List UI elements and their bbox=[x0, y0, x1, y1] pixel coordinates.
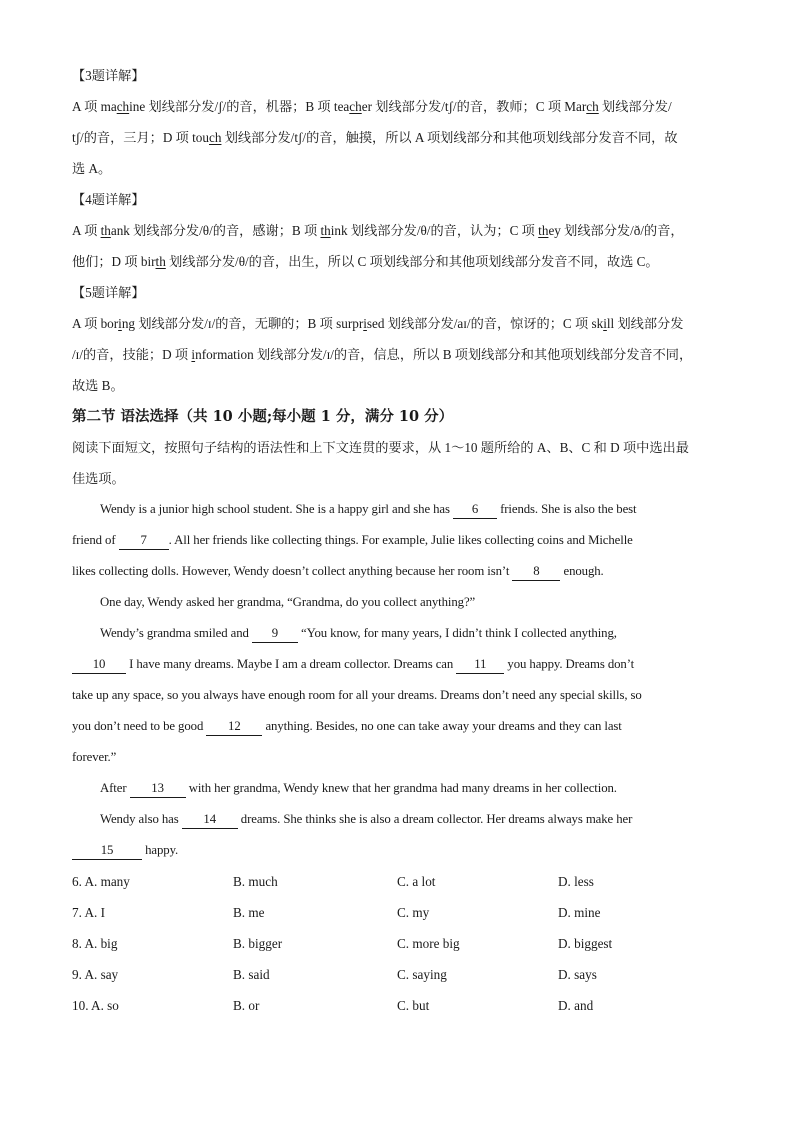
underlined-letters: ch bbox=[209, 130, 222, 145]
option-b: B. bigger bbox=[233, 936, 283, 951]
option-a: 7. A. I bbox=[72, 905, 105, 920]
option-d: D. mine bbox=[558, 905, 601, 920]
explanation-4-line-2: 他们；D 项 birth 划线部分发/θ/的音，出生，所以 C 项划线部分和其他项划线部分发音不同，故选 C。 bbox=[72, 254, 659, 269]
underlined-letters: th bbox=[155, 254, 166, 269]
underlined-letters: th bbox=[320, 223, 331, 238]
explanation-5-line-1: A 项 boring 划线部分发/ɪ/的音，无聊的；B 项 surprised 划线部分发/aɪ/的音，惊讶的；C 项 skill 划线部分发 bbox=[72, 316, 684, 331]
explanation-3-title: 【3题详解】 bbox=[72, 68, 145, 83]
blank-14: 14 bbox=[182, 811, 238, 829]
underlined-letters: th bbox=[538, 223, 549, 238]
blank-10: 10 bbox=[72, 656, 126, 674]
passage-line: One day, Wendy asked her grandma, “Grandma, do you collect anything?” bbox=[100, 595, 476, 609]
passage-line: Wendy’s grandma smiled and 9 “You know, for many years, I didn’t think I collected anything, bbox=[72, 618, 724, 649]
explanation-5-line-2: /ɪ/的音，技能；D 项 information 划线部分发/ɪ/的音，信息，所以 B 项划线部分和其他项划线部分发音不同， bbox=[72, 347, 693, 362]
option-a: 9. A. say bbox=[72, 967, 119, 982]
option-d: D. less bbox=[558, 874, 594, 889]
underlined-letters: i bbox=[191, 347, 196, 362]
option-a: 8. A. big bbox=[72, 936, 118, 951]
underlined-letters: th bbox=[100, 223, 111, 238]
underlined-letters: i bbox=[118, 316, 122, 331]
option-b: B. or bbox=[233, 998, 260, 1013]
question-6-options bbox=[72, 866, 724, 897]
option-c: C. but bbox=[397, 998, 430, 1013]
section-instruction-line-1: 阅读下面短文，按照句子结构的语法性和上下文连贯的要求，从 1～10 题所给的 A、B、C 和 D 项中选出最 bbox=[72, 440, 689, 455]
passage-line: forever.” bbox=[72, 750, 117, 764]
passage-line: 10 I have many dreams. Maybe I am a dream collector. Dreams can 11 you happy. Dreams don’t bbox=[72, 649, 724, 680]
underlined-letters: ch bbox=[586, 99, 599, 114]
question-9-options bbox=[72, 959, 724, 990]
option-d: D. biggest bbox=[558, 936, 613, 951]
blank-8: 8 bbox=[512, 563, 560, 581]
explanation-3-line-1: A 项 machine 划线部分发/ʃ/的音，机器；B 项 teacher 划线部分发/tʃ/的音，教师；C 项 March 划线部分发/ bbox=[72, 99, 672, 114]
explanation-5-title: 【5题详解】 bbox=[72, 285, 145, 300]
explanation-3-line-3: 选 A。 bbox=[72, 161, 112, 176]
blank-6: 6 bbox=[453, 501, 497, 519]
passage-line: likes collecting dolls. However, Wendy doesn’t collect anything because her room isn’t 8 enough. bbox=[72, 556, 724, 587]
question-8-options bbox=[72, 928, 724, 959]
blank-12: 12 bbox=[206, 718, 262, 736]
blank-9: 9 bbox=[252, 625, 298, 643]
explanation-5-line-3: 故选 B。 bbox=[72, 378, 124, 393]
option-b: B. much bbox=[233, 874, 278, 889]
blank-7: 7 bbox=[119, 532, 169, 550]
explanation-4-line-1: A 项 thank 划线部分发/θ/的音，感谢；B 项 think 划线部分发/θ/的音，认为；C 项 they 划线部分发/ð/的音， bbox=[72, 223, 684, 238]
passage-line: Wendy is a junior high school student. She is a happy girl and she has 6 friends. She is also the best bbox=[72, 494, 724, 525]
section-instruction-line-2: 佳选项。 bbox=[72, 471, 125, 486]
passage-line: Wendy also has 14 dreams. She thinks she is also a dream collector. Her dreams always make her bbox=[72, 804, 724, 835]
underlined-letters: i bbox=[603, 316, 607, 331]
section-heading: 第二节 语法选择（共 10 小题;每小题 1 分，满分 10 分） bbox=[72, 408, 454, 425]
explanation-4-title: 【4题详解】 bbox=[72, 192, 145, 207]
question-10-options bbox=[72, 990, 724, 1021]
option-b: B. me bbox=[233, 905, 265, 920]
option-a: 10. A. so bbox=[72, 998, 119, 1013]
blank-13: 13 bbox=[130, 780, 186, 798]
explanation-3-line-2: tʃ/的音，三月；D 项 touch 划线部分发/tʃ/的音，触摸，所以 A 项划线部分和其他项划线部分发音不同，故 bbox=[72, 130, 678, 145]
underlined-letters: ch bbox=[116, 99, 130, 114]
passage-line: friend of 7 . All her friends like collecting things. For example, Julie likes collecting coins and Michelle bbox=[72, 525, 724, 556]
option-c: C. more big bbox=[397, 936, 460, 951]
passage-line: take up any space, so you always have enough room for all your dreams. Dreams don’t need any special skills, so bbox=[72, 688, 642, 702]
option-c: C. a lot bbox=[397, 874, 436, 889]
passage-line: After 13 with her grandma, Wendy knew that her grandma had many dreams in her collection. bbox=[72, 773, 724, 804]
option-d: D. and bbox=[558, 998, 594, 1013]
option-b: B. said bbox=[233, 967, 270, 982]
option-c: C. my bbox=[397, 905, 430, 920]
underlined-letters: ch bbox=[349, 99, 362, 114]
option-a: 6. A. many bbox=[72, 874, 130, 889]
passage-line: you don’t need to be good 12 anything. Besides, no one can take away your dreams and they can last bbox=[72, 711, 724, 742]
passage-line: 15 happy. bbox=[72, 835, 724, 866]
blank-11: 11 bbox=[456, 656, 504, 674]
blank-15: 15 bbox=[72, 842, 142, 860]
underlined-letters: i bbox=[363, 316, 367, 331]
option-d: D. says bbox=[558, 967, 597, 982]
document-page bbox=[72, 60, 724, 1021]
question-7-options bbox=[72, 897, 724, 928]
option-c: C. saying bbox=[397, 967, 447, 982]
